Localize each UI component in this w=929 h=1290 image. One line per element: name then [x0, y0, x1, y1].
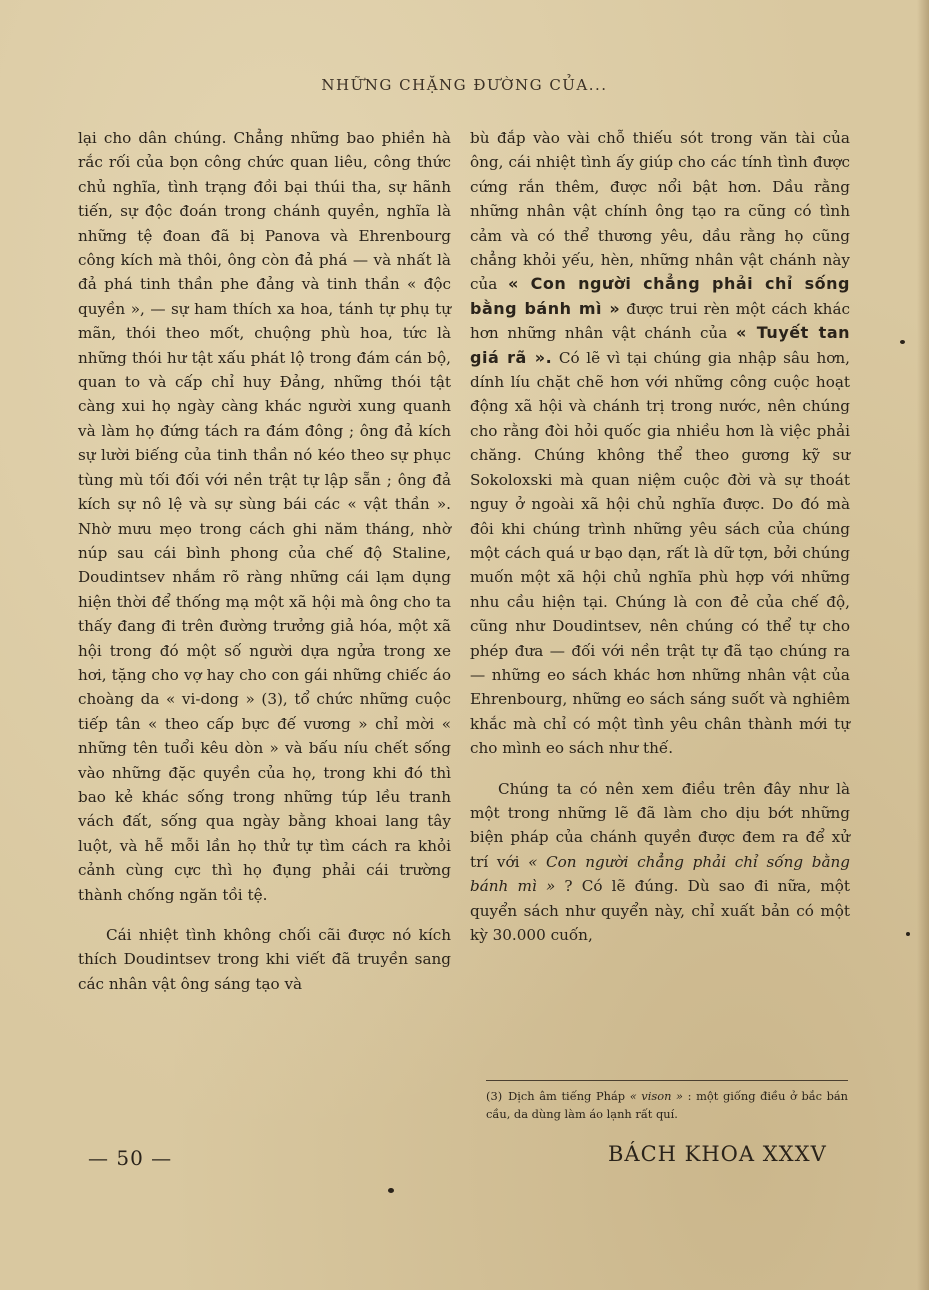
- right-paragraph-2: [470, 777, 850, 948]
- footnote-number: (3): [486, 1089, 503, 1103]
- left-paragraph-1: lại cho dân chúng. Chẳng những bao phiền hà rắc rối của bọn công chức quan liêu, công thức chủ nghĩa, tình trạng đồi bại thúi tha, sự hãnh tiến, sự độc đoán trong chánh quyền, nghĩa là những tệ đoan đã bị Panova và Ehrenbourg công kích mà thôi, ông còn đả phá — và nhất là đả phá tinh thần phe đảng và tinh thần « độc quyền », — sự ham thích xa hoa, tánh tự phụ tự mãn, thói theo mốt, chuộng phù hoa, tức là những thói hư tật xấu phát lộ trong đám cán bộ, quan to và cấp chỉ huy Đảng, những thói tật càng xui họ ngày càng khác người xung quanh và làm họ đứng tách ra đám đông ; ông đả kích sự lười biếng của tinh thần nó kéo theo sự phục tùng mù tối đối với nền trật tự lập sẵn ; ông đả kích sự nô lệ và sự sùng bái các « vật thần ». Nhờ mưu mẹo trong cách ghi năm tháng, nhờ núp sau cái bình phong của chế độ Staline, Doudintsev nhắm rõ ràng những cái lạm dụng hiện thời để thống mạ một xã hội mà ông cho ta thấy đang đi trên đường trưởng giả hóa, một xã hội trong đó một số người dựa ngửa trong xe hơi, tặng cho vợ hay cho con gái những chiếc áo choàng da « vi-dong » (3), tổ chức những cuộc tiếp tân « theo cấp bực đế vương » chỉ mời « những tên tuổi kêu dòn » và bấu níu chết sống vào những đặc quyền của họ, trong khi đó thì bao kẻ khác sống trong những túp lều tranh vách đất, sống qua ngày bằng khoai lang tây luột, và hễ mỗi lần họ thử tự tìm cách ra khỏi cảnh cùng cực thì họ đụng phải cái trường thành chống ngăn tồi tệ.: [78, 129, 451, 904]
- right-paragraph-1-text-a: bù đắp vào vài chỗ thiếu sót trong văn tài của ông, cái nhiệt tình ấy giúp cho các tính tình được cứng rắn thêm, được nổi bật hơn. Dầu rằng những nhân vật chính ông tạo ra cũng có tình cảm và có thể thương yêu, dầu rằng họ cũng chẳng khỏi yếu, hèn, những nhân vật chánh này của: [470, 129, 850, 294]
- page-number: — 50 —: [88, 1146, 173, 1170]
- ink-speck: [900, 340, 905, 344]
- page-edge-shadow: [917, 0, 929, 1290]
- book-title-3: « Con người chẳng phải chỉ sống bằng bánh mì »: [470, 852, 851, 896]
- ink-speck: [388, 1188, 394, 1193]
- book-title-2: « Tuyết tan giá rã ».: [470, 323, 851, 367]
- footnote: [486, 1080, 848, 1123]
- right-column: [470, 126, 850, 947]
- right-paragraph-2-text-a: Chúng ta có nên xem điều trên đây như là một trong những lẽ đã làm cho dịu bớt những biện pháp của chánh quyền được đem ra để xử trí với: [470, 779, 850, 871]
- magazine-name: BÁCH KHOA XXXV: [608, 1142, 827, 1166]
- right-paragraph-1-text-c: Có lẽ vì tại chúng gia nhập sâu hơn, dính líu chặt chẽ hơn với những công cuộc hoạt động xã hội và chánh trị trong nước, nên chúng cho rằng đòi hỏi quốc gia nhiều hơn là việc phải chăng. Chúng không thể theo gương kỹ sư Sokoloxski mà quan niệm cuộc đời và sự thoát nguy ở ngoài xã hội chủ nghĩa được. Do đó mà đôi khi chúng trình những yêu sách của chúng một cách quá ư bạo dạn, rất là dữ tợn, bởi chúng muốn một xã hội chủ nghĩa phù hợp với những nhu cầu hiện tại. Chúng là con đẻ của chế độ, cũng như Doudintsev, nên chúng có thể tự cho phép đưa — đối với nền trật tự đã tạo chúng ra — những eo sách khác hơn những nhân vật của Ehrenbourg, những eo sách sáng suốt và nghiêm khắc mà chỉ có một tình yêu chân thành mới tự cho mình eo sách như thế.: [470, 348, 850, 758]
- footnote-text-a: Dịch âm tiếng Pháp: [508, 1089, 626, 1103]
- right-paragraph-1-text-b: được trui rèn một cách khác hơn những nhân vật chánh của: [470, 299, 851, 343]
- left-column: [78, 126, 451, 996]
- footnote-term: « vison »: [629, 1089, 683, 1103]
- left-paragraph-2: Cái nhiệt tình không chối cãi được nó kích thích Doudintsev trong khi viết đã truyền sang các nhân vật ông sáng tạo và: [78, 926, 451, 993]
- right-paragraph-2-text-b: ? Có lẽ đúng. Dù sao đi nữa, một quyển sách như quyển này, chỉ xuất bản có một kỳ 30.000 cuốn,: [470, 877, 850, 944]
- book-title-1: « Con người chẳng phải chỉ sống bằng bánh mì »: [470, 274, 851, 318]
- ink-speck: [906, 932, 910, 936]
- right-paragraph-1: [470, 126, 850, 761]
- footnote-text-b: : một giống điều ở bắc bán cầu, da dùng làm áo lạnh rất quí.: [486, 1089, 849, 1121]
- running-title: NHỮNG CHẶNG ĐƯỜNG CỦA...: [321, 76, 608, 94]
